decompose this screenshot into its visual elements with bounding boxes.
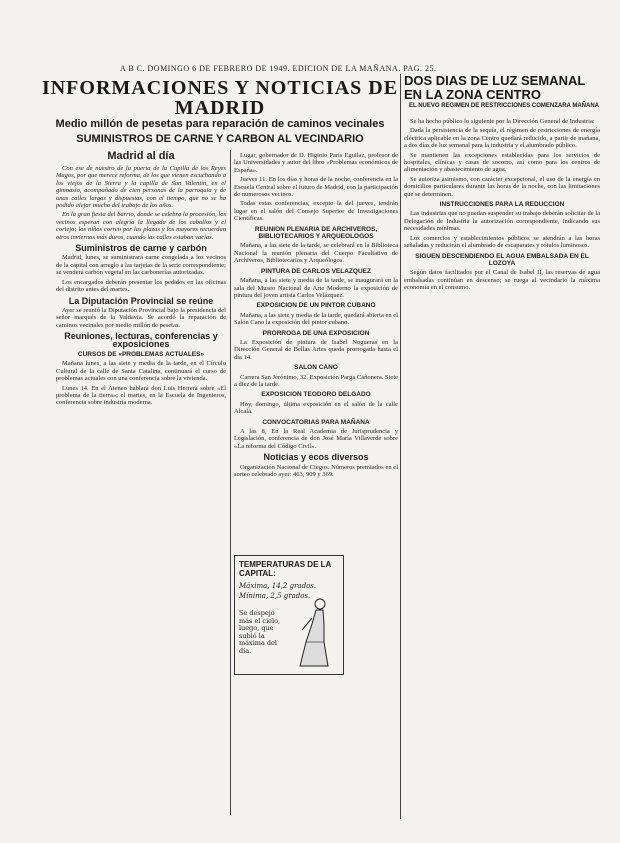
- paragraph: Organización Nacional de Ciegos. Números premiados en el sorteo celebrado ayer: 463, 909 y 369.: [234, 463, 398, 479]
- column-1: [56, 146, 226, 818]
- paragraph: Lunes 14. En el Ateneo hablará don Luis Herrera sobre «El problema de la tierra»; el martes, en la Escuela de Ingenieros, conferencia sobre industria moderna.: [56, 384, 226, 407]
- paragraph: En la gran fiesta del barrio, donde se celebra la procesión, los vecinos esperan con alegría la llegada de los caballos y el cortejo; los niños corren por las plazas y los mayores recuerdan otros inviernos más duros, cuando las calles estaban vacías.: [56, 211, 226, 241]
- main-subheadline: Medio millón de pesetas para reparación de caminos vecinales: [55, 118, 385, 130]
- paragraph: Con ese de nuestro de la puerta de la Capilla de los Reyes Magos, por que merece reforma, de los que vienen escuchando a los viejos de la Sierra y la capilla de San Valentín, en el gimnasio, acompañado de cien personas de la parroquia y de unas calles largas y dispuestas, con el tiempo, que no se ha podido alejar mucho del trabajo de los años.: [56, 165, 226, 210]
- temperature-title: TEMPERATURAS DE LA CAPITAL:: [239, 560, 331, 578]
- woman-illustration-icon: [290, 596, 340, 670]
- column-divider: [400, 74, 401, 819]
- sub-heading: SIGUEN DESCENDIENDO EL AGUA EMBALSADA EN EL LOZOYA: [415, 252, 589, 267]
- temperature-note: Se despejó más el cielo, luego, que subió la máxima del día.: [239, 609, 281, 655]
- paragraph: Madrid, lunes, se suministrará carne congelada a los vecinos de la capital con arreglo a las tarjetas de la serie correspondiente; se venderá carbón vegetal en las carbonerías autorizadas.: [56, 254, 226, 277]
- paragraph: Hoy, domingo, última exposición en el salón de la calle Alcalá.: [234, 400, 398, 416]
- paragraph: Los encargados deberán presentar los pedidos en las oficinas del distrito antes del martes.: [56, 278, 226, 294]
- section-heading: La Diputación Provincial se reúne: [68, 295, 214, 306]
- paragraph: Carrera San Jerónimo, 32. Exposición Parga Cañonera. Siete a diez de la tarde.: [234, 373, 398, 388]
- section-heading: Reuniones, lecturas, conferencias y exposiciones: [64, 331, 218, 349]
- right-subheadline: EL NUEVO REGIMEN DE RESTRICCIONES COMENZARA MAÑANA: [408, 103, 599, 109]
- paragraph: Las industrias que no puedan suspender su trabajo deberán solicitar de la Delegación de Industria la autorización correspondiente, indicando sus necesidades mínimas.: [404, 210, 600, 233]
- paragraph: Lugar, gobernador de D. Higinio París Eguilaz, profesor de las Universidades y autor del libro «Problemas económicos de España».: [234, 152, 398, 174]
- paragraph: Todas estas conferencias, excepto la del jueves, tendrán lugar en el salón del Consejo Superior de Investigaciones Científicas.: [234, 200, 398, 223]
- paragraph: Mañana, a las siete y media de la tarde, se inaugurará en la sala del Museo Nacional de Arte Moderno la exposición de pintura del joven artista Carlos Velázquez.: [234, 277, 398, 299]
- section-heading: Noticias y ecos diversos: [263, 452, 369, 463]
- paragraph: Mañana, a las siete y media de la tarde, quedará abierta en el Salón Cano la exposición del pintor cubano.: [234, 311, 398, 327]
- paragraph: Ayer se reunió la Diputación Provincial bajo la presidencia del señor marqués de la Valdavia. Se acordó la reparación de caminos vecinales por medio millón de pesetas.: [56, 306, 226, 329]
- page-header: A B C. DOMINGO 6 DE FEBRERO DE 1949. EDICION DE LA MAÑANA. PAG. 25.: [120, 64, 437, 73]
- sub-heading: INSTRUCCIONES PARA LA REDUCCION: [439, 201, 565, 209]
- sub-heading: EXPOSICION DE UN PINTOR CUBANO: [256, 302, 376, 310]
- column-3: [404, 118, 600, 818]
- paragraph: Se autoriza asimismo, con carácter excepcional, el uso de la energía en domicilios particulares durante las horas de la noche, con las limitaciones que se determinen.: [404, 175, 600, 198]
- sub-heading: PRORROGA DE UNA EXPOSICION: [262, 329, 370, 337]
- paragraph: Mañana, a las siete de la tarde, se celebrará en la Biblioteca Nacional la reunión plenaria del Cuerpo Facultativo de Archiveros, Bibliotecarios y Arqueólogos.: [234, 242, 398, 265]
- section-heading: Suministros de carne y carbón: [75, 243, 207, 254]
- paragraph: Mañana lunes, a las siete y media de la tarde, en el Círculo Cultural de la calle de Santa Catalina, continuará el curso de problemas actuales con una conferencia sobre la vivienda.: [56, 360, 226, 383]
- sub-heading: CONVOCATORIAS PARA MAÑANA: [262, 418, 370, 426]
- sub-heading: EXPOSICION TEODORO DELGADO: [261, 391, 371, 399]
- right-headline: DOS DIAS DE LUZ SEMANAL EN LA ZONA CENTRO: [404, 73, 586, 102]
- paragraph: Dada la persistencia de la sequía, el régimen de restricciones de energía eléctrica aplicable en la zona Centro quedará reducido, a partir de mañana, a dos días de luz semanal para la industria y el alumbrado público.: [404, 127, 600, 150]
- column-2: [234, 152, 398, 550]
- paragraph: Se ha hecho público lo siguiente por la Dirección General de Industria:: [410, 118, 595, 125]
- temperature-max: Máxima, 14,2 grados.: [239, 582, 317, 590]
- paragraph: Según datos facilitados por el Canal de Isabel II, las reservas de agua embalsadas continúan en descenso; se ruega al vecindario la máxima economía en el consumo.: [404, 269, 600, 292]
- paragraph: La Exposición de pintura de Isabel Nogueras en la Dirección General de Bellas Artes queda prorrogada hasta el día 14.: [234, 338, 398, 361]
- paragraph: Se mantienen las excepciones establecidas para los servicios de hospitales, clínicas y casas de socorro, así como para los centros de alimentación y abastecimiento de agua.: [404, 151, 600, 174]
- sub-heading: SALON CANO: [294, 364, 338, 372]
- paragraph: Jueves 11. En los días y horas de la noche, conferencia en la Escuela Central sobre el futuro de Madrid, con la participación de numerosos vecinos.: [234, 176, 398, 199]
- paragraph: A las 8, En la Real Academia de Jurisprudencia y Legislación, conferencia de don José María Villaverde sobre «La reforma del Código Civil».: [234, 428, 398, 450]
- sub-heading: REUNION PLENARIA DE ARCHIVEROS, BIBLIOTECARIOS Y ARQUEOLOGOS: [254, 225, 378, 241]
- sub-heading: CURSOS DE «PROBLEMAS ACTUALES»: [77, 350, 205, 358]
- main-headline: INFORMACIONES Y NOTICIAS DE MADRID: [41, 77, 399, 119]
- main-subheadline-2: SUMINISTROS DE CARNE Y CARBON AL VECINDARIO: [76, 133, 364, 145]
- section-heading: Madrid al día: [107, 150, 175, 162]
- column-divider: [230, 150, 231, 815]
- sub-heading: PINTURA DE CARLOS VELAZQUEZ: [261, 267, 371, 275]
- temperature-min: Mínima, 2,5 grados.: [239, 592, 311, 600]
- paragraph: Los comercios y establecimientos públicos se atendrán a las horas señaladas y reducirán el alumbrado de escaparates y rótulos luminosos.: [404, 234, 600, 250]
